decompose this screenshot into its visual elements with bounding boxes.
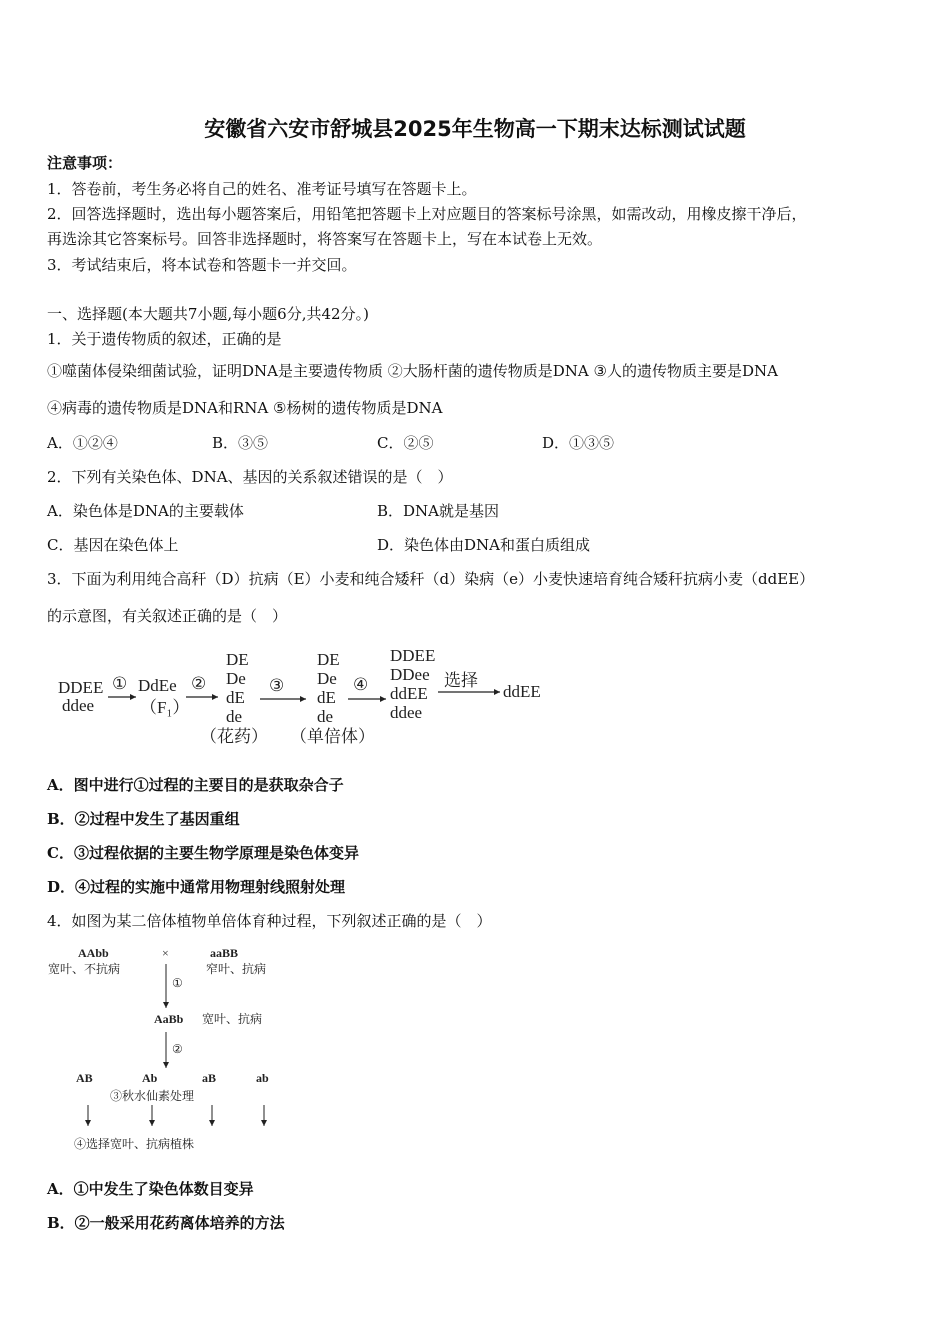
notice-item-1: 1．答卷前，考生务必将自己的姓名、准考证号填写在答题卡上。: [47, 180, 477, 198]
q4-arrow-3d-head: [261, 1120, 267, 1126]
q3-pollen-4: de: [226, 707, 243, 726]
notice-item-2: 2．回答选择题时，选出每小题答案后，用铅笔把答题卡上对应题目的答案标号涂黑，如需改动，用橡皮擦干净后，: [47, 205, 807, 223]
q3-option-d[interactable]: D．④过程的实施中通常用物理射线照射处理: [47, 878, 346, 896]
q4-breeding-diagram: [44, 940, 334, 1162]
page-title: 安徽省六安市舒城县2025年生物高一下期末达标测试试题: [204, 117, 746, 141]
q3-arrow-3-head: [300, 696, 306, 702]
section-heading: 一、选择题(本大题共7小题,每小题6分,共42分。): [47, 305, 369, 323]
q3-step-2: ②: [191, 674, 207, 693]
q3-parent-2: ddee: [62, 696, 95, 715]
notice-item-2-cont: 再选涂其它答案标号。回答非选择题时，将答案写在答题卡上，写在本试卷上无效。: [47, 230, 603, 248]
q1-statements-2: ④病毒的遗传物质是DNA和RNA ⑤杨树的遗传物质是DNA: [47, 399, 443, 417]
q2-option-c[interactable]: C．基因在染色体上: [47, 536, 179, 554]
notice-heading: 注意事项：: [47, 154, 123, 172]
q4-option-b[interactable]: B．②一般采用花药离体培养的方法: [47, 1214, 285, 1232]
q3-step-4: ④: [353, 675, 369, 694]
q4-step-3: ③秋水仙素处理: [110, 1089, 195, 1103]
q3-option-b[interactable]: B．②过程中发生了基因重组: [47, 810, 240, 828]
q4-step-2: ②: [172, 1042, 183, 1056]
q1-option-d[interactable]: D．①③⑤: [542, 434, 615, 452]
q3-diploid-1: DDEE: [390, 646, 436, 665]
q3-haploid-1: DE: [317, 650, 340, 669]
q4-arrow-3a-head: [85, 1120, 91, 1126]
q3-pollen-label: （花药）: [200, 727, 268, 746]
q3-result: ddEE: [503, 682, 541, 701]
q4-cross-sign: ×: [162, 946, 169, 960]
q4-gamete-ab-mixed-2: aB: [202, 1071, 217, 1085]
q4-gamete-ab-mixed-1: Ab: [142, 1071, 158, 1085]
q1-option-b[interactable]: B．③⑤: [212, 434, 269, 452]
q3-f1-label: （F₁）: [140, 698, 190, 717]
q1-option-c[interactable]: C．②⑤: [377, 434, 434, 452]
q4-f1-trait: 宽叶、抗病: [202, 1012, 263, 1026]
q3-option-c[interactable]: C．③过程依据的主要生物学原理是染色体变异: [47, 844, 359, 862]
q3-arrow-4-head: [380, 696, 386, 702]
q3-breeding-diagram: [50, 645, 570, 755]
q3-f1: DdEe: [138, 676, 177, 695]
q3-pollen-3: dE: [226, 688, 245, 707]
q2-option-b[interactable]: B．DNA就是基因: [377, 502, 500, 520]
q4-arrow-3c-head: [209, 1120, 215, 1126]
q4-arrow-1-head: [163, 1002, 169, 1008]
q3-parent-1: DDEE: [58, 678, 104, 697]
notice-item-3: 3．考试结束后，将本试卷和答题卡一并交回。: [47, 256, 357, 274]
q1-option-a[interactable]: A．①②④: [47, 434, 118, 452]
q3-arrow-2-head: [212, 694, 218, 700]
q4-option-a[interactable]: A．①中发生了染色体数目变异: [47, 1180, 254, 1198]
q3-step-3: ③: [269, 676, 285, 695]
q3-haploid-2: De: [317, 669, 337, 688]
q3-haploid-label: （单倍体）: [290, 727, 375, 746]
q4-step-4: ④选择宽叶、抗病植株: [74, 1137, 195, 1151]
q4-step-1: ①: [172, 976, 183, 990]
q2-option-a[interactable]: A．染色体是DNA的主要载体: [47, 502, 244, 520]
q1-statements-1: ①噬菌体侵染细菌试验，证明DNA是主要遗传物质 ②大肠杆菌的遗传物质是DNA ③人的遗传物质主要是DNA: [47, 362, 778, 380]
q3-haploid-4: de: [317, 707, 334, 726]
q4-parent-2: aaBB: [210, 946, 239, 960]
q3-option-a[interactable]: A．图中进行①过程的主要目的是获取杂合子: [47, 776, 344, 794]
q3-diploid-3: ddEE: [390, 684, 428, 703]
q3-diploid-2: DDee: [390, 665, 430, 684]
q3-stem-2: 的示意图，有关叙述正确的是（ ）: [47, 607, 288, 625]
q1-stem: 1．关于遗传物质的叙述，正确的是: [47, 330, 282, 348]
q3-step-1: ①: [112, 674, 128, 693]
q4-f1: AaBb: [154, 1012, 184, 1026]
q3-arrow-1-head: [130, 694, 136, 700]
q4-parent-1: AAbb: [78, 946, 109, 960]
q3-select-label: 选择: [444, 671, 478, 690]
q4-arrow-3b-head: [149, 1120, 155, 1126]
q3-pollen-2: De: [226, 669, 246, 688]
q4-gamete-ab-upper: AB: [76, 1071, 93, 1085]
q3-arrow-5-head: [494, 689, 500, 695]
q3-stem-1: 3．下面为利用纯合高秆（D）抗病（E）小麦和纯合矮秆（d）染病（e）小麦快速培育纯合矮秆抗病小麦（ddEE）: [47, 570, 815, 588]
q3-haploid-3: dE: [317, 688, 336, 707]
q3-diploid-4: ddee: [390, 703, 423, 722]
q4-stem: 4．如图为某二倍体植物单倍体育种过程，下列叙述正确的是（ ）: [47, 912, 492, 930]
q4-parent-2-trait: 窄叶、抗病: [206, 962, 267, 976]
q4-gamete-ab-lower: ab: [256, 1071, 269, 1085]
q3-pollen-1: DE: [226, 650, 249, 669]
q2-stem: 2．下列有关染色体、DNA、基因的关系叙述错误的是（ ）: [47, 468, 453, 486]
q4-arrow-2-head: [163, 1062, 169, 1068]
q4-parent-1-trait: 宽叶、不抗病: [48, 962, 121, 976]
q2-option-d[interactable]: D．染色体由DNA和蛋白质组成: [377, 536, 591, 554]
